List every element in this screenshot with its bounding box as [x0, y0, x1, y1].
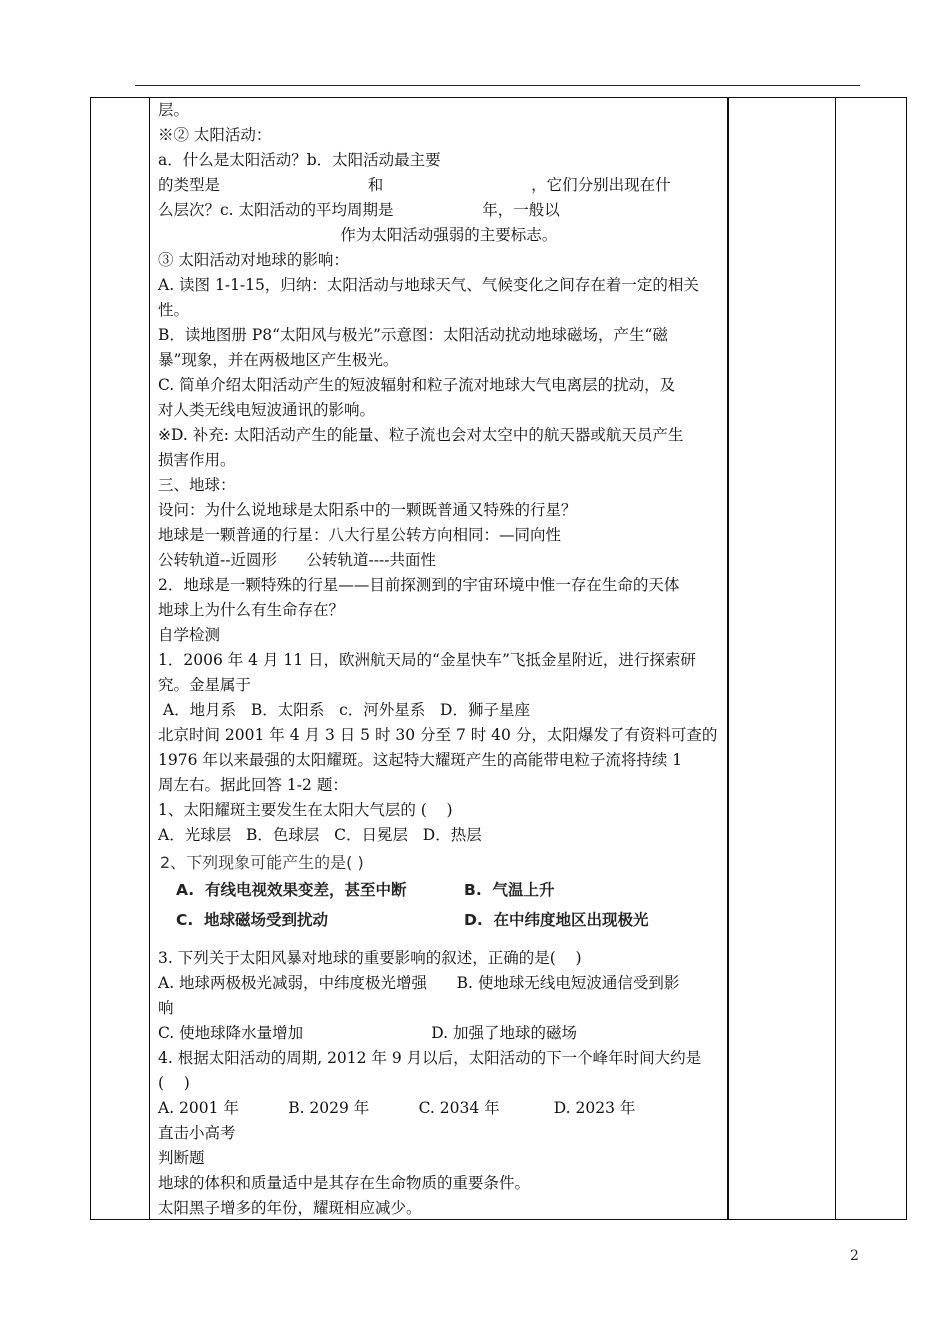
text-line: 损害作用。 — [158, 451, 236, 469]
text-line: 3. 下列关于太阳风暴对地球的重要影响的叙述，正确的是( ) — [158, 949, 582, 967]
text-line: 1、太阳耀斑主要发生在太阳大气层的 ( ) — [158, 801, 453, 819]
lesson-content — [158, 98, 726, 1221]
question-2-stem: 2、下列现象可能产生的是( ) — [160, 853, 364, 872]
lesson-text-block — [158, 98, 726, 848]
text-line: 判断题 — [158, 1149, 205, 1167]
text-line: 周左右。据此回答 1-2 题： — [158, 776, 348, 794]
text-line: B．读地图册 P8“太阳风与极光”示意图：太阳活动扰动地球磁场，产生“磁 — [158, 326, 668, 344]
text-line: 4. 根据太阳活动的周期, 2012 年 9 月以后，太阳活动的下一个峰年时间大约是 — [158, 1049, 702, 1067]
text-line: 暴”现象，并在两极地区产生极光。 — [158, 351, 399, 369]
text-line: A．光球层 B．色球层 C．日冕层 D．热层 — [158, 826, 482, 844]
text-line: 么层次？c. 太阳活动的平均周期是 年，一般以 — [158, 201, 560, 219]
question-2-option-b: B. 气温上升 — [464, 881, 555, 899]
text-line: a．什么是太阳活动？b．太阳活动最主要 — [158, 151, 441, 169]
column-divider-2 — [727, 98, 729, 1219]
column-divider-3 — [835, 98, 836, 1219]
text-line: 1．2006 年 4 月 11 日，欧洲航天局的“金星快车”飞抵金星附近，进行探索研 — [158, 651, 696, 669]
text-line: 地球的体积和质量适中是其存在生命物质的重要条件。 — [158, 1174, 531, 1192]
question-2-image — [158, 850, 726, 946]
text-line: 层。 — [158, 101, 190, 119]
text-line: 设问：为什么说地球是太阳系中的一颗既普通又特殊的行星？ — [158, 501, 577, 519]
text-line: A. 读图 1-1-15，归纳：太阳活动与地球天气、气候变化之间存在着一定的相关 — [158, 276, 699, 294]
text-line: 太阳黑子增多的年份，耀斑相应减少。 — [158, 1199, 422, 1217]
text-line: 三、地球： — [158, 476, 236, 494]
text-line: C. 使地球降水量增加 D. 加强了地球的磁场 — [158, 1024, 577, 1042]
text-line: 性。 — [158, 301, 190, 319]
text-line: ③ 太阳活动对地球的影响： — [158, 251, 349, 269]
text-line: 直击小高考 — [158, 1124, 236, 1142]
page-number: 2 — [850, 1248, 859, 1264]
text-line: 公转轨道--近圆形 公转轨道----共面性 — [158, 551, 436, 569]
text-line: 作为太阳活动强弱的主要标志。 — [158, 226, 558, 244]
text-line: 究。金星属于 — [158, 676, 252, 694]
text-line: 地球是一颗普通的行星：八大行星公转方向相同：—同向性 — [158, 526, 562, 544]
text-line: ※② 太阳活动： — [158, 126, 272, 144]
question-2-option-a: A. 有线电视效果变差，甚至中断 — [176, 881, 407, 899]
text-line: 北京时间 2001 年 4 月 3 日 5 时 30 分至 7 时 40 分，太阳爆发了有资料可查的 — [158, 726, 718, 744]
text-line: 自学检测 — [158, 626, 221, 644]
header-rule — [135, 85, 860, 86]
text-line: 地球上为什么有生命存在？ — [158, 601, 345, 619]
question-2-option-c: C. 地球磁场受到扰动 — [176, 911, 329, 929]
text-line: C. 简单介绍太阳活动产生的短波辐射和粒子流对地球大气电离层的扰动，及 — [158, 376, 676, 394]
text-line: 响 — [158, 999, 174, 1017]
question-2-option-d: D. 在中纬度地区出现极光 — [464, 911, 649, 929]
exercise-text-block — [158, 946, 726, 1221]
text-line: ※D. 补充: 太阳活动产生的能量、粒子流也会对太空中的航天器或航天员产生 — [158, 426, 684, 444]
text-line: 的类型是 和 ，它们分别出现在什 — [158, 176, 671, 194]
text-line: 1976 年以来最强的太阳耀斑。这起特大耀斑产生的高能带电粒子流将持续 1 — [158, 751, 683, 769]
text-line: 对人类无线电短波通讯的影响。 — [158, 401, 376, 419]
column-divider-1 — [149, 98, 150, 1219]
text-line: 2．地球是一颗特殊的行星——目前探测到的宇宙环境中惟一存在生命的天体 — [158, 576, 680, 594]
text-line: A. 地球两极极光减弱，中纬度极光增强 B. 使地球无线电短波通信受到影 — [158, 974, 680, 992]
text-line: A. 2001 年 B. 2029 年 C. 2034 年 D. 2023 年 — [158, 1099, 636, 1117]
text-line: A．地月系 B．太阳系 c．河外星系 D．狮子星座 — [158, 701, 530, 719]
text-line: ( ) — [158, 1074, 190, 1092]
